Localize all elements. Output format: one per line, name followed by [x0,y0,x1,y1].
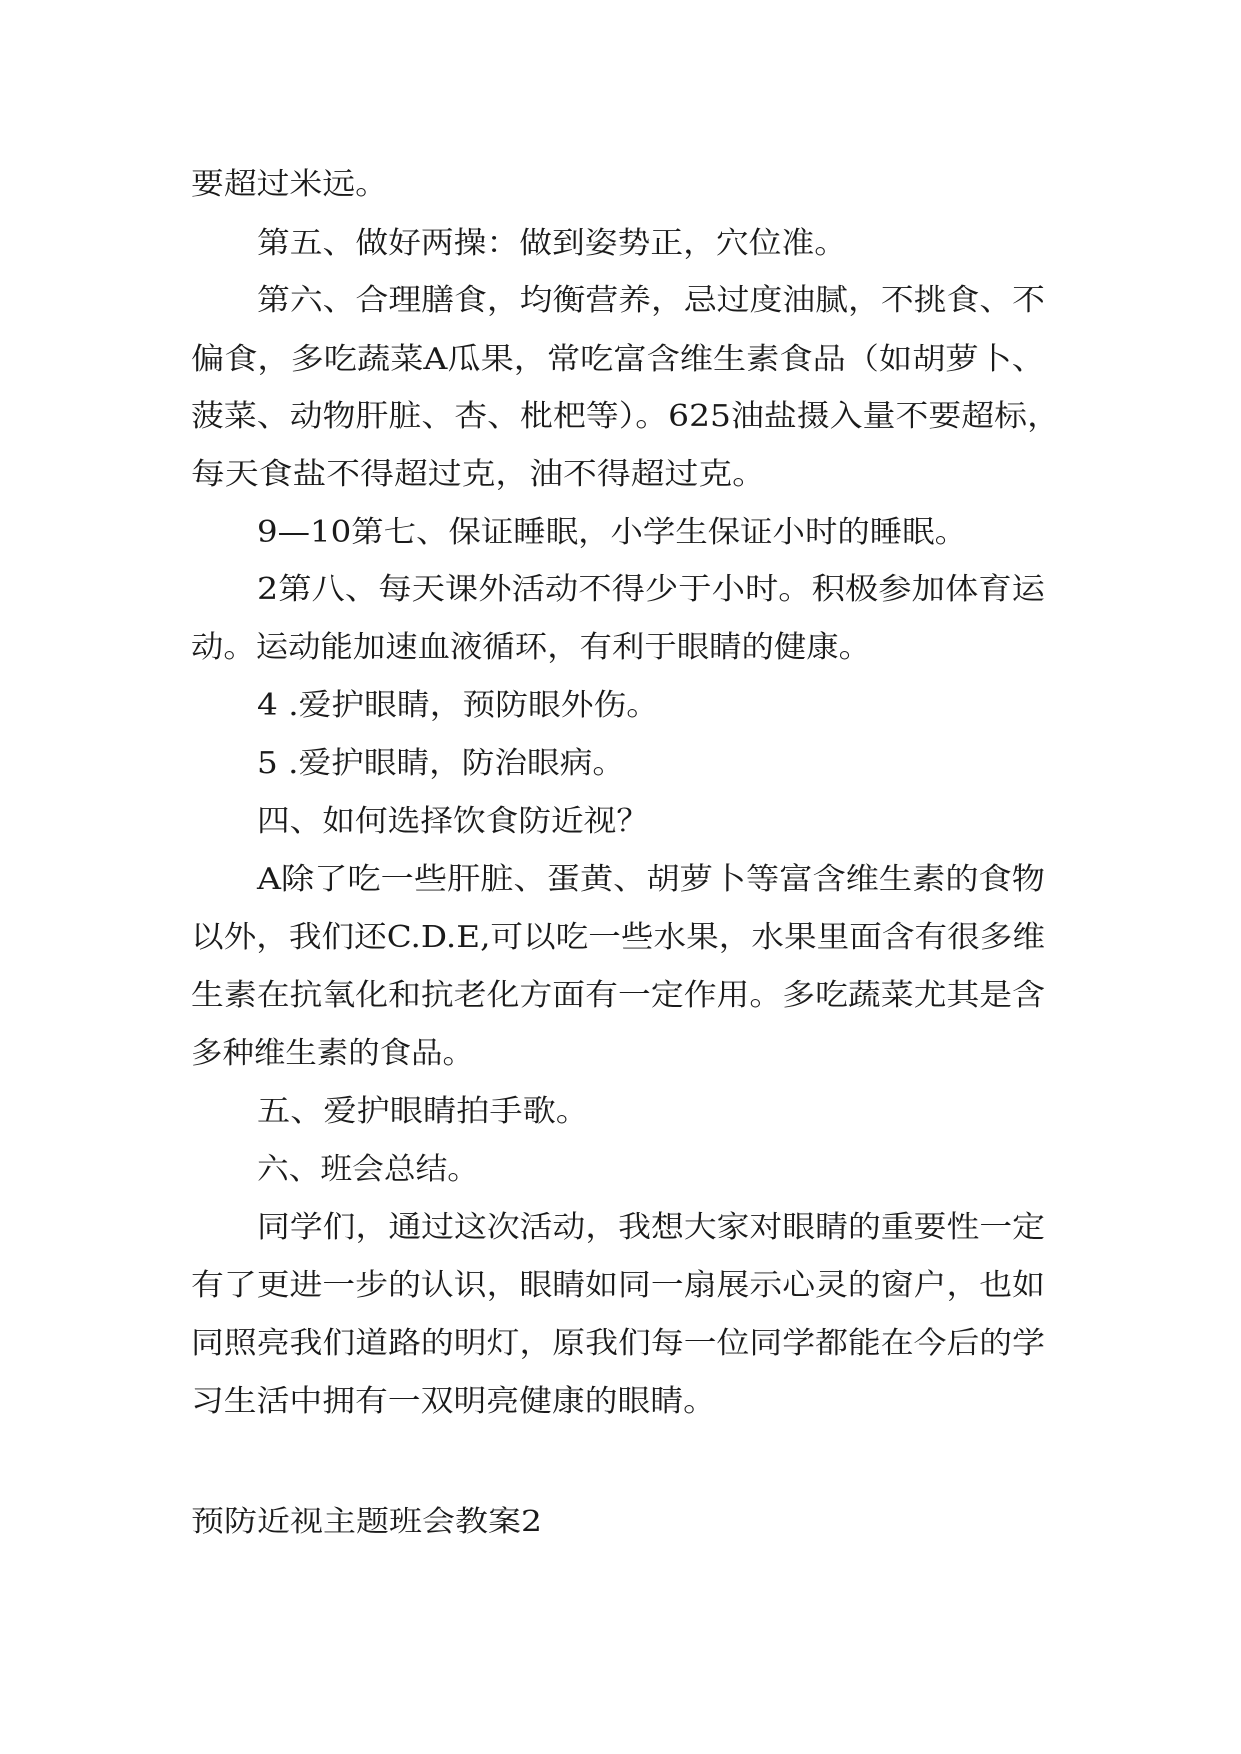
body-line: 多种维生素的食品。 [191,1036,474,1071]
body-line: 动。运动能加速血液循环，有利于眼睛的健康。 [191,630,872,665]
body-line: 第六、合理膳食，均衡营养，忌过度油腻，不挑食、不 [257,283,1045,318]
body-line: A除了吃一些肝脏、蛋黄、胡萝卜等富含维生素的食物 [255,862,1045,897]
body-line: 偏食，多吃蔬菜A瓜果，常吃富含维生素食品（如胡萝卜、 [191,342,1045,377]
body-line: 9—10第七、保证睡眠，小学生保证小时的睡眠。 [257,515,967,550]
body-line: 生素在抗氧化和抗老化方面有一定作用。多吃蔬菜尤其是含 [191,978,1045,1013]
list-item: 4 .爱护眼睛，预防眼外伤。 [257,688,659,723]
body-line: 要超过米远。 [191,167,388,202]
body-line: 以外，我们还C.D.E,可以吃一些水果，水果里面含有很多维 [191,920,1045,955]
body-line: 菠菜、动物肝脏、杏、枇杷等）。625油盐摄入量不要超标， [191,399,1060,434]
section-heading: 四、如何选择饮食防近视？ [257,804,649,839]
section-title: 预防近视主题班会教案2 [191,1504,542,1538]
body-line: 2第八、每天课外活动不得少于小时。积极参加体育运 [257,572,1047,607]
body-line: 同学们，通过这次活动，我想大家对眼睛的重要性一定 [257,1210,1045,1245]
body-line: 同照亮我们道路的明灯，原我们每一位同学都能在今后的学 [191,1326,1045,1361]
body-line: 每天食盐不得超过克，油不得超过克。 [191,457,766,492]
section-heading: 六、班会总结。 [257,1152,479,1187]
body-line: 第五、做好两操：做到姿势正，穴位准。 [257,226,847,261]
section-heading: 五、爱护眼睛拍手歌。 [257,1094,589,1129]
list-item: 5 .爱护眼睛，防治眼病。 [257,746,625,781]
body-line: 有了更进一步的认识，眼睛如同一扇展示心灵的窗户，也如 [191,1268,1045,1303]
body-line: 习生活中拥有一双明亮健康的眼睛。 [191,1384,716,1419]
